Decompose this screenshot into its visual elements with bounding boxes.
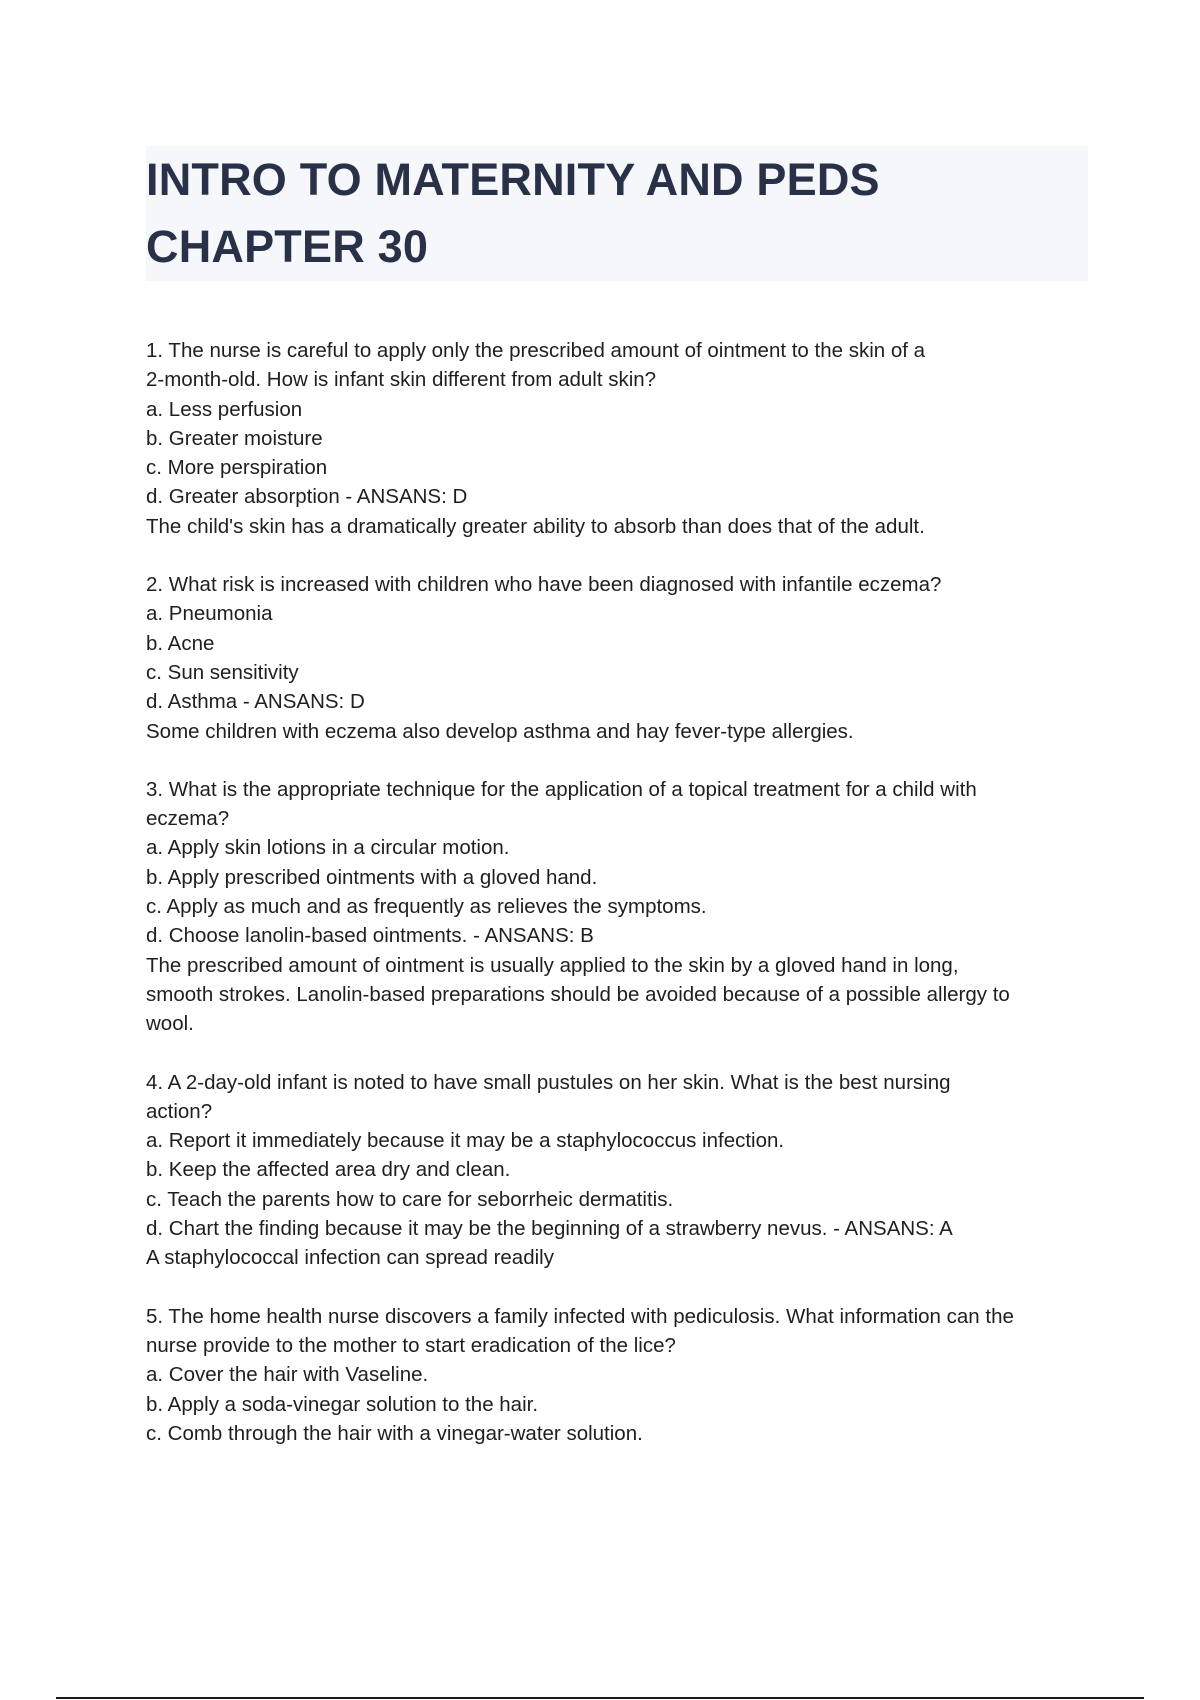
answer-option-c: c. Comb through the hair with a vinegar-water solution. xyxy=(146,1421,643,1445)
answer-option-a: a. Less perfusion xyxy=(146,397,303,421)
footer-divider xyxy=(56,1697,1144,1699)
answer-option-b: b. Keep the affected area dry and clean. xyxy=(146,1158,511,1182)
answer-option-c: c. Teach the parents how to care for seborrheic dermatitis. xyxy=(146,1187,674,1211)
answer-option-a: a. Cover the hair with Vaseline. xyxy=(146,1363,429,1387)
question-stem-line: action? xyxy=(146,1099,213,1123)
rationale-line: The prescribed amount of ointment is usually applied to the skin by a gloved hand in long, xyxy=(146,953,959,977)
answer-option-a: a. Pneumonia xyxy=(146,602,273,626)
answer-option-b: b. Apply prescribed ointments with a gloved hand. xyxy=(146,865,598,889)
question-stem-line: 1. The nurse is careful to apply only the prescribed amount of ointment to the skin of a xyxy=(146,339,926,362)
answer-option-b: b. Acne xyxy=(146,631,215,655)
question-5 xyxy=(146,1302,1096,1448)
question-stem-line: 5. The home health nurse discovers a family infected with pediculosis. What information can the xyxy=(146,1304,1014,1328)
answer-option-b: b. Apply a soda-vinegar solution to the hair. xyxy=(146,1392,539,1416)
question-3 xyxy=(146,775,1096,1039)
answer-option-d: d. Asthma - ANSANS: D xyxy=(146,690,365,714)
answer-option-c: c. Apply as much and as frequently as relieves the symptoms. xyxy=(146,895,707,919)
question-stem-line: 2. What risk is increased with children who have been diagnosed with infantile eczema? xyxy=(146,573,942,597)
answer-option-c: c. More perspiration xyxy=(146,456,328,480)
question-stem-line: 2-month-old. How is infant skin different from adult skin? xyxy=(146,368,657,392)
question-stem-line: nurse provide to the mother to start eradication of the lice? xyxy=(146,1333,676,1357)
question-stem-line: 4. A 2-day-old infant is noted to have small pustules on her skin. What is the best nursing xyxy=(146,1070,951,1094)
rationale-line: Some children with eczema also develop asthma and hay fever-type allergies. xyxy=(146,719,854,743)
question-2 xyxy=(146,570,1096,746)
answer-option-d: d. Greater absorption - ANSANS: D xyxy=(146,485,468,509)
question-list xyxy=(146,336,1096,1477)
document-title-line-2: CHAPTER 30 xyxy=(146,221,429,272)
answer-option-b: b. Greater moisture xyxy=(146,426,323,450)
answer-option-d: d. Choose lanolin-based ointments. - ANSANS: B xyxy=(146,924,594,948)
rationale-line: wool. xyxy=(146,1012,194,1036)
rationale-line: smooth strokes. Lanolin-based preparations should be avoided because of a possible allergy to xyxy=(146,982,1010,1006)
document-title-line-1: INTRO TO MATERNITY AND PEDS xyxy=(146,154,880,205)
question-stem-line: 3. What is the appropriate technique for the application of a topical treatment for a child with xyxy=(146,777,977,801)
rationale-line: The child's skin has a dramatically greater ability to absorb than does that of the adult. xyxy=(146,514,925,538)
answer-option-a: a. Apply skin lotions in a circular motion. xyxy=(146,836,510,860)
answer-option-a: a. Report it immediately because it may be a staphylococcus infection. xyxy=(146,1129,785,1153)
answer-option-d: d. Chart the finding because it may be the beginning of a strawberry nevus. - ANSANS: A xyxy=(146,1217,953,1241)
question-4 xyxy=(146,1068,1096,1273)
question-stem-line: eczema? xyxy=(146,807,230,831)
question-1 xyxy=(146,336,1096,541)
rationale-line: A staphylococcal infection can spread readily xyxy=(146,1246,554,1270)
title-block xyxy=(146,146,1088,281)
answer-option-c: c. Sun sensitivity xyxy=(146,660,299,684)
